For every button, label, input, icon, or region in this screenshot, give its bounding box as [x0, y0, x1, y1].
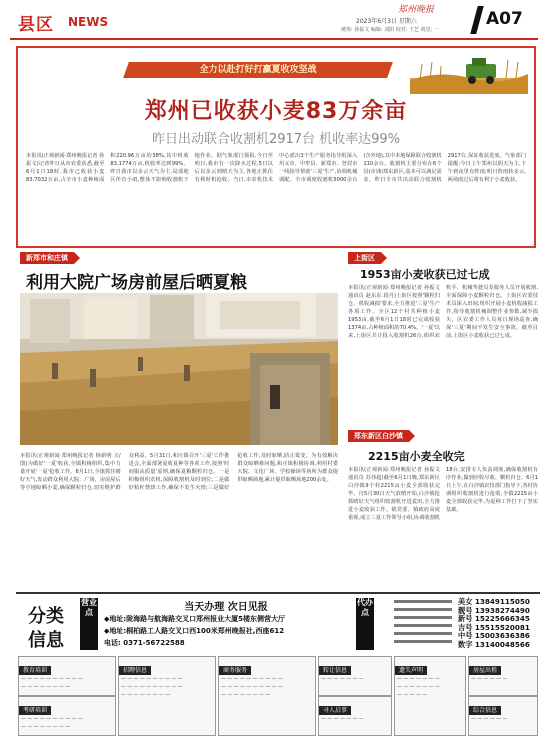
- classified-grid: [18, 656, 538, 736]
- story-left-headline: 利用大院广场房前屋后晒夏粮: [26, 273, 247, 293]
- phone-ad: 吉号 15515520081: [458, 622, 530, 632]
- wheat-field-graphic: [410, 50, 528, 94]
- classified-cell: 考研培训 — — — — — — — — — — — — — — — — — —: [18, 696, 116, 736]
- phone-ad: 数字 13140048566: [458, 639, 530, 649]
- classified-cell: 房屋出租 — — — — — —: [468, 656, 538, 696]
- classified-cell: 招聘信息 — — — — — — — — — — — — — — — — — — — — — — — — — — — —: [118, 656, 216, 736]
- classified-cell-heading: 招聘信息: [119, 666, 151, 675]
- page-number-bar: [470, 6, 484, 34]
- section-title: 县区: [18, 15, 54, 35]
- story-r2-kicker: 郑东新区白沙镇: [348, 430, 409, 442]
- page-number: [470, 6, 540, 34]
- classifieds-logo: [18, 602, 74, 654]
- lead-headline: 郑州已收获小麦83万余亩: [144, 99, 408, 124]
- agent-list: [392, 598, 454, 650]
- phone-ad: 中号 15003636386: [458, 631, 530, 640]
- classified-cell-heading: 房屋出租: [469, 666, 501, 675]
- story-r1-body: 本报讯(正观新闻·郑州晚报记者 孙振文 通讯员 赵东东 段丹)上街区按照'颗粒归仓、机收减损'要求,全力推进'三夏'生产各项工作。全区12个村共种植小麦1953亩,截至6月1日18时已完成收获1374亩,占种植面积的70.4%。'一夏'以来,上街区共计投入收割机26台,组织农机手、机械驾驶员及服务人员开展收割,全面保障小麦颗粒归仓。上街区农委技术员深入田间,组织开展小麦机收减损工作,指导收割机械调整作业参数,减少损失。区农委工作人员每日现场巡查,确保'三夏'期间不发生安全事故。截至目前,上街区小麦收获已过七成。: [348, 285, 538, 339]
- section-title-en: NEWS: [68, 15, 109, 29]
- notice-title: 当天办理 次日见报: [184, 602, 268, 613]
- address-line-2: ◆地址:桐柏路工人路交叉口西100米郑州晚报社,西座612: [104, 627, 285, 635]
- lead-body: 本报讯(正观新闻·郑州晚报记者 孙振文)记者昨日从市农委获悉,截至6月1日18时,我市已收获小麦83.7032万亩,占全市小麦种植面积220.96万亩的38%,其中机收83.1774万亩,机收率达到99%。昨日我市以多云天气为主,局部地区伴有小雨,整体不影响收割机下地作业。据气象部门预报,今日至明日,我市有一次降水过程,5日以后以多云到晴天为主,各地正抓住有利时机抢收。当日,市农机技术中心派出3个生产服务指导组深入巩义市、中牟县、新郑市、登封市一线指导帮助'三夏'生产,协调机械调配。全市调度收割机5000余台(含外地),其中本地保障联合收割机110余台。收割机主要分布在6个县(市)和郑东新区,基本可以满足需求。昨日全市共出动联合收割机2917台,保证收获进度。气象部门提醒:今日上午郑州以阴天为主,下午到夜里有阵雨;明日阵雨转多云,两场雨过后将有利于小麦收获。: [26, 153, 526, 183]
- phone-number-ads: [458, 598, 540, 654]
- classified-cell: 综合信息 — — — — — —: [468, 696, 538, 736]
- lead-banner: [123, 62, 393, 78]
- phone-number: 0371-56722588: [123, 639, 185, 647]
- classified-cell-heading: 教育培训: [19, 666, 51, 675]
- page-header: [0, 0, 548, 40]
- address-line-1: ◆地址:陇海路与航海路交叉口郑州报业大厦5楼东侧营大厅: [104, 615, 286, 623]
- vertical-label-left: 营业点: [80, 598, 98, 650]
- classified-cell-heading: 考研培训: [19, 706, 51, 715]
- story-left-body: 本报讯(正观新闻·郑州晚报记者 杨新明 文/图)为做好'一夏'收获,全镇积极组织,集中力量开展'一夏'抢收工作。6月1日,全镇抓住晴好天气,发动群众利用大院、广场、房前屋后等空地晾晒小麦,确保颗粒归仓,切实维护群众利益。5月31日,和庄镇召开'三夏'工作推进会,全面部署夏收夏种等各项工作,按照'时间服从质量'原则,确保夏粮颗粒归仓。一是积极组织农机,保障收割机及时到位;二是做好秸秆禁烧工作,确保不发生火情;三是做好抢收工作,及时晾晒,防止霉变。为有效解决群众晾晒难问题,和庄镇积极协调,利用村委大院、文化广场、学校操场等场所为群众提供晾晒场地,累计提供晾晒场地200余处。: [20, 453, 338, 491]
- phone-ad: 美女 13849115050: [458, 597, 530, 606]
- classified-cell-heading: 寻人启事: [319, 706, 351, 715]
- header-rule: [10, 38, 538, 40]
- phone-label: 电话:: [104, 639, 121, 647]
- classifieds-logo-top: 分类: [28, 606, 64, 627]
- classifieds-rule: [16, 592, 540, 594]
- page-number-label: A07: [486, 9, 523, 29]
- phone-ad: 靓号 13938274490: [458, 605, 530, 615]
- classified-cell: 遗失声明 — — — — — — — — — — — — — — — — — — —: [394, 656, 466, 736]
- classifieds-logo-bottom: 信息: [28, 630, 64, 651]
- classified-cell: 教育培训 — — — — — — — — — — — — — — — — — —: [18, 656, 116, 696]
- story-r1-headline: 1953亩小麦收获已过七成: [360, 268, 490, 281]
- story-r2-headline: 2215亩小麦全收完: [368, 450, 465, 463]
- masthead-logo: 郑州晚报: [398, 5, 435, 15]
- issue-date: 2023年6月3日 星期六: [356, 18, 417, 25]
- office-notice: [104, 598, 348, 648]
- classified-cell: 寻人启事 — — — — — — —: [318, 696, 392, 736]
- drying-wheat-photo: [20, 293, 338, 445]
- classified-cell-heading: 转让信息: [319, 666, 351, 675]
- lead-story: [16, 46, 536, 248]
- classified-cell-heading: 综合信息: [469, 706, 501, 715]
- editor-credits: 统筹: 孙振文 编辑: 刘阳 校对: 王艺 视觉: 一: [341, 27, 439, 33]
- vertical-label-mid: 代办点: [356, 598, 374, 650]
- story-left-kicker: 新郑市和庄镇: [20, 252, 74, 264]
- classified-cell-heading: 遗失声明: [395, 666, 427, 675]
- classified-cell: 商务服务 — — — — — — — — — — — — — — — — — — — — — — — — — — — —: [218, 656, 316, 736]
- story-r1-kicker: 上街区: [348, 252, 381, 264]
- lead-banner-text: 全力以赴打好打赢夏收攻坚战: [199, 65, 317, 75]
- story-r2-body: 本报讯(正观新闻·郑州晚报记者 孙振文 通讯员 苏伟超)截至6月1日晚,郑东新区白沙镇9个村2215亩小麦全部收获完毕。自5月30日天气放晴开始,白沙镇抢抓晴好天气组织收割机开进麦田,全力推进小麦收获工作。镇党委、镇政府高度重视,成立三夏工作领导小组,协调收割机18台,安排专人负责调度,确保收割机有序作业,做到应收尽收、颗粒归仓。6月1日上午,在白沙镇农技部门指导下,各村协调组织收割机进行抢收,全镇2215亩小麦全部收获完毕,为夏种工作打下了坚实基础。: [348, 467, 538, 521]
- classified-cell: 转让信息 — — — — — — —: [318, 656, 392, 696]
- classifieds-section: [16, 592, 540, 738]
- phone-ad: 新号 15225666345: [458, 614, 530, 623]
- agent-list-lines: [392, 598, 454, 650]
- classified-cell-heading: 商务服务: [219, 666, 251, 675]
- lead-subheadline: 昨日出动联合收割机2917台 机收率达99%: [151, 132, 401, 147]
